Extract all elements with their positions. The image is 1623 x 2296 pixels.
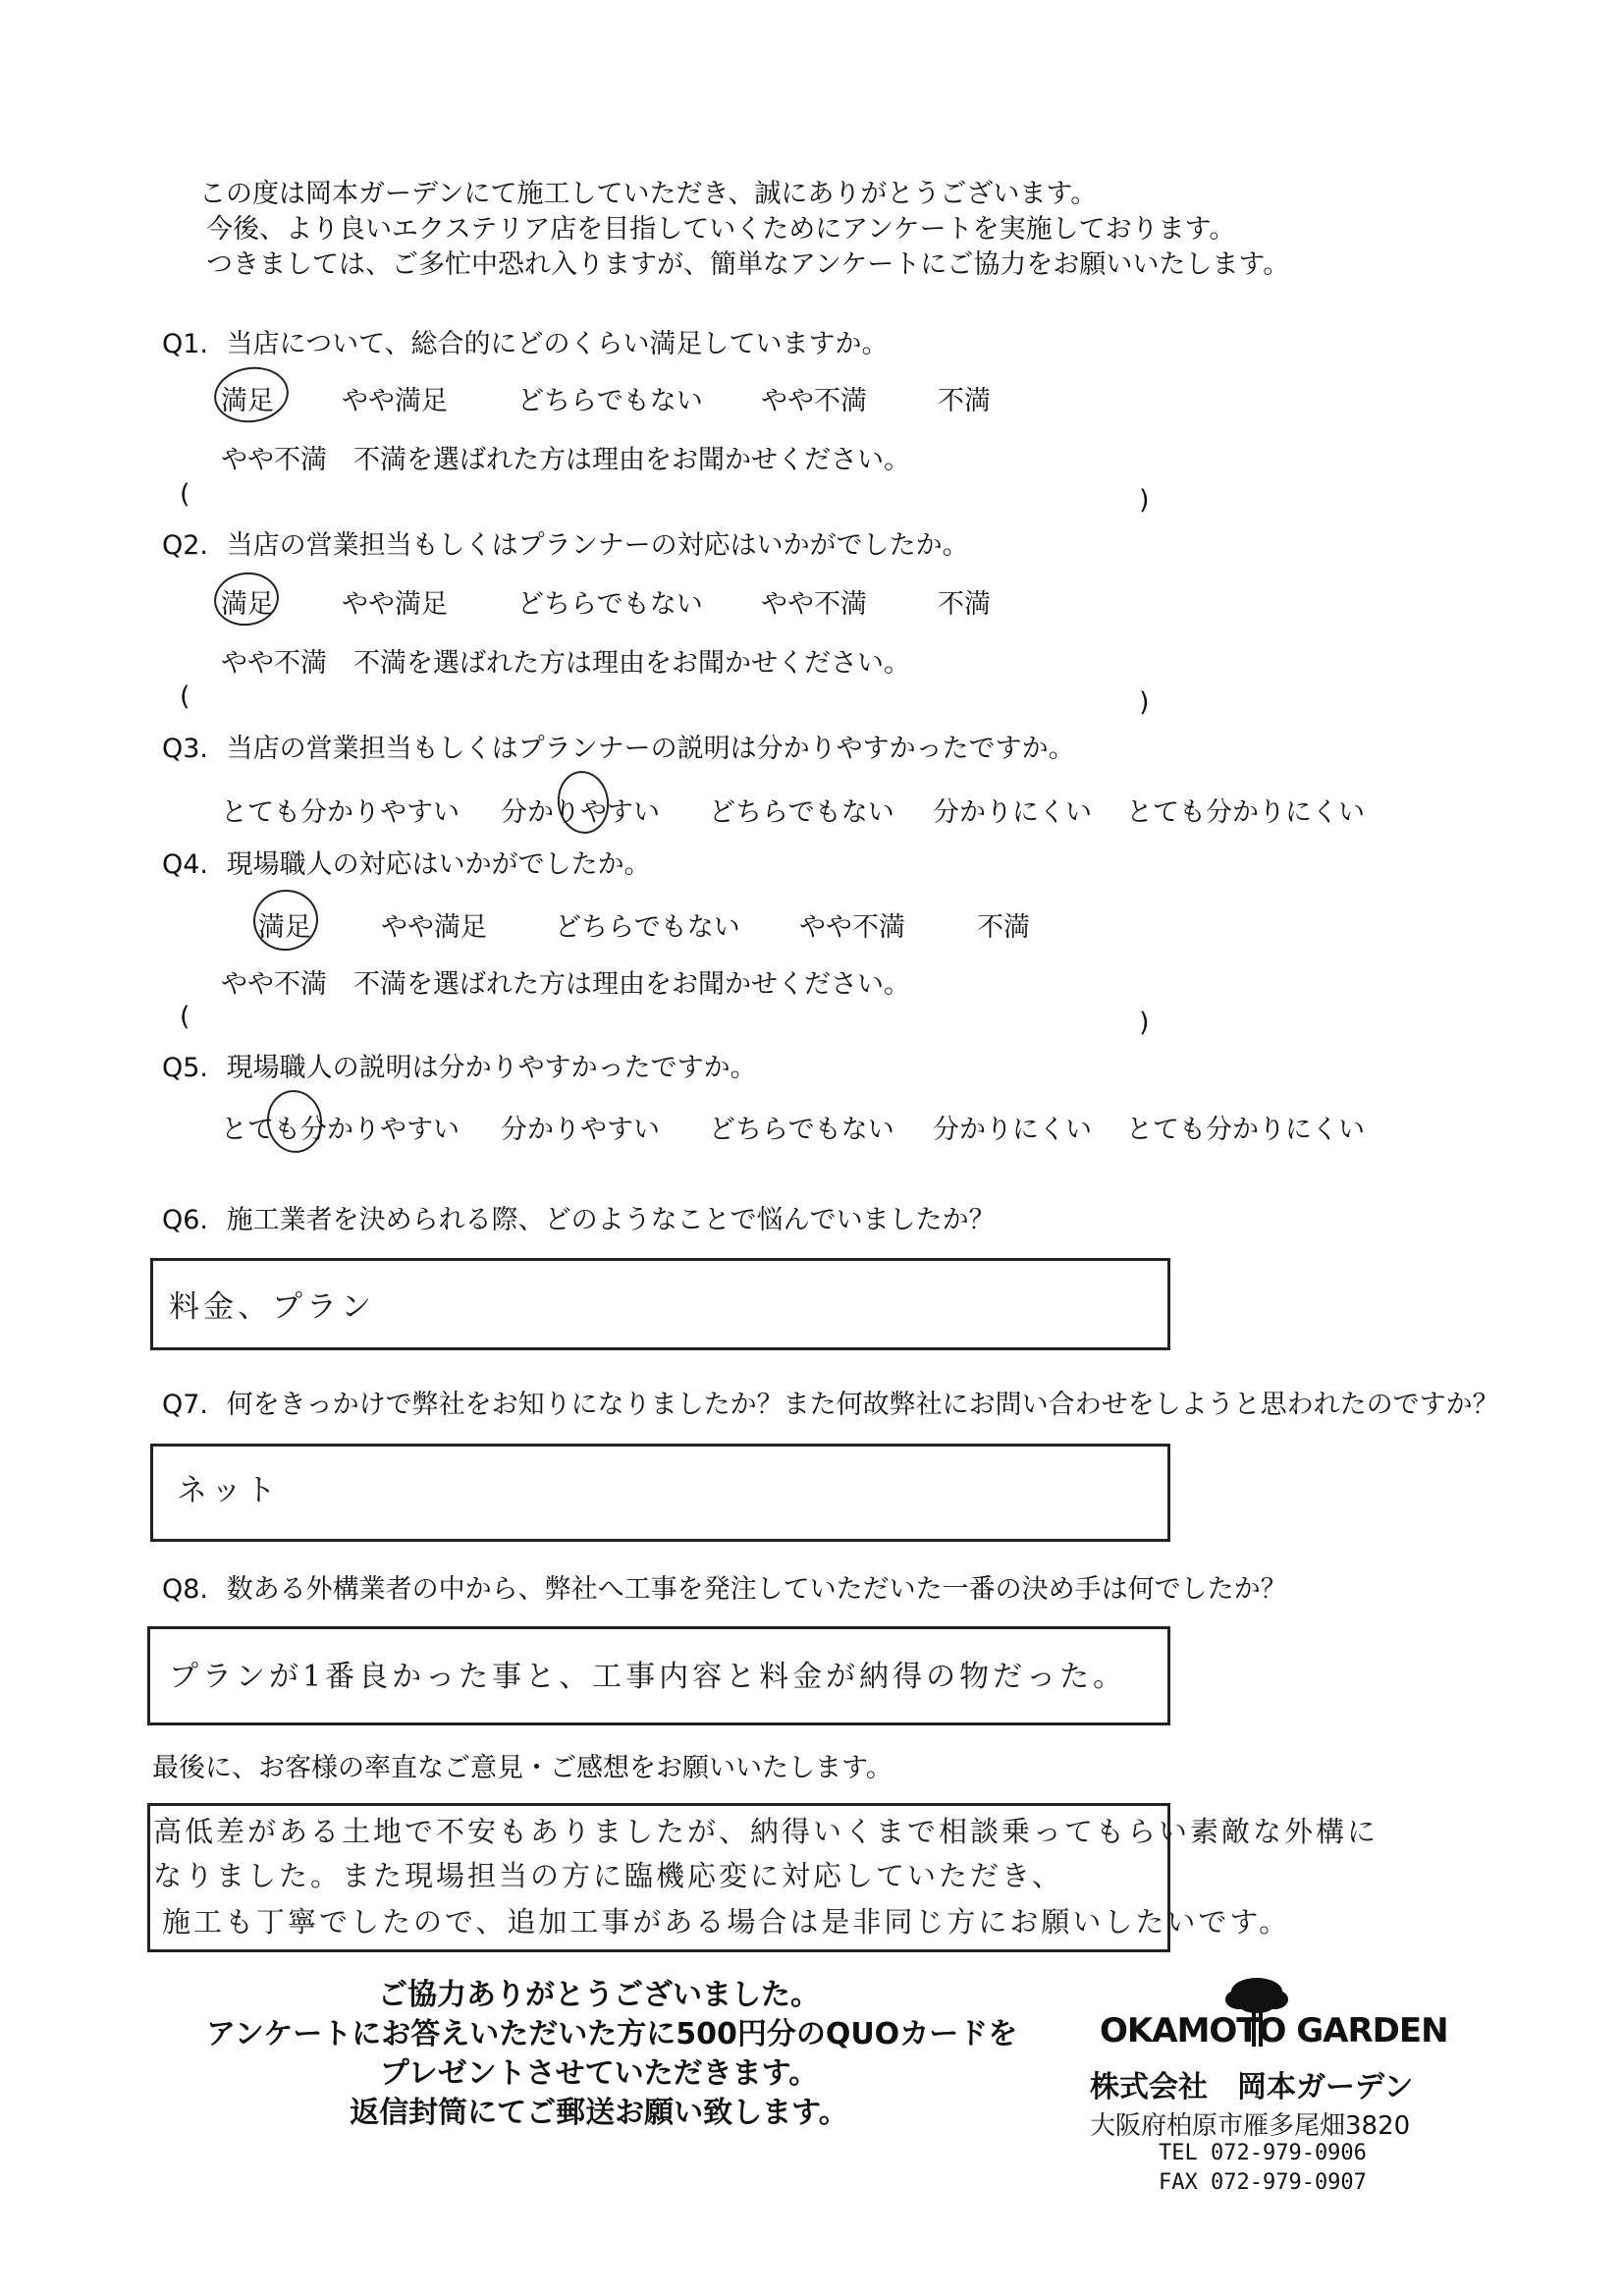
q1-option-5[interactable]: 不満 — [938, 386, 991, 416]
q2-option-4[interactable]: やや不満 — [761, 589, 867, 620]
q3-question — [162, 727, 1075, 765]
q4-option-3[interactable]: どちらでもない — [555, 912, 740, 943]
q6-label: Q6. — [162, 1205, 209, 1235]
logo-text: OKAMOTO GARDEN — [1100, 2011, 1448, 2050]
q3-option-1[interactable]: とても分かりやすい — [221, 797, 460, 828]
q8-question — [162, 1567, 1287, 1606]
q2-option-2[interactable]: やや満足 — [342, 589, 448, 620]
q1-option-1[interactable]: 満足 — [221, 386, 274, 416]
q1-selected-mark — [210, 362, 292, 427]
q4-option-2[interactable]: やや満足 — [381, 912, 487, 943]
q4-question — [162, 843, 651, 881]
q4-label: Q4. — [162, 849, 209, 880]
company-name: 株式会社 岡本ガーデン — [1090, 2070, 1414, 2105]
q7-text: 何をきっかけで弊社をお知りになりましたか？また何故弊社にお問い合わせをしようと思われたのですか？ — [226, 1390, 1499, 1420]
footer-thanks-line-3: プレゼントさせていただきます。 — [379, 2056, 819, 2091]
final-answer-line-3: 施工も丁寧でしたので、追加工事がある場合は是非同じ方にお願いしたいです。 — [162, 1905, 1291, 1939]
q3-label: Q3. — [162, 734, 209, 764]
q6-question — [162, 1198, 996, 1236]
q2-question — [162, 523, 969, 562]
q5-text: 現場職人の説明は分かりやすかったですか。 — [226, 1053, 757, 1083]
q8-label: Q8. — [162, 1574, 209, 1605]
q2-paren-open: ( — [180, 682, 190, 712]
q3-option-2[interactable]: 分かりやすい — [501, 797, 660, 828]
final-answer-line-1: 高低差がある土地で不安もありましたが、納得いくまで相談乗ってもらい素敵な外構に — [153, 1815, 1380, 1848]
q2-option-1[interactable]: 満足 — [221, 589, 274, 620]
q1-reason-prompt: やや不満 不満を選ばれた方は理由をお聞かせください。 — [221, 445, 910, 475]
q5-option-1[interactable]: とても分かりやすい — [221, 1115, 460, 1145]
q1-option-2[interactable]: やや満足 — [342, 386, 448, 416]
footer-thanks-line-4: 返信封筒にてご郵送お願い致します。 — [350, 2096, 848, 2130]
q5-option-2[interactable]: 分かりやすい — [501, 1115, 660, 1145]
q3-option-5[interactable]: とても分かりにくい — [1126, 797, 1365, 828]
final-question: 最後に、お客様の率直なご意見・ご感想をお願いいたします。 — [152, 1753, 893, 1783]
q5-option-5[interactable]: とても分かりにくい — [1126, 1115, 1365, 1145]
q4-option-5[interactable]: 不満 — [977, 912, 1030, 943]
q1-paren-close: ) — [1139, 485, 1150, 516]
q1-text: 当店について、総合的にどのくらい満足していますか。 — [226, 329, 889, 359]
final-answer-line-2: なりました。また現場担当の方に臨機応変に対応していただき、 — [153, 1859, 1063, 1892]
intro-line-3: つきましては、ご多忙中恐れ入りますが、簡単なアンケートにご協力をお願いいたします。 — [206, 249, 1290, 280]
q4-paren-close: ) — [1139, 1008, 1150, 1038]
q2-option-3[interactable]: どちらでもない — [517, 589, 703, 620]
company-logo — [1100, 1974, 1448, 2052]
q1-option-4[interactable]: やや不満 — [761, 386, 867, 416]
q8-text: 数ある外構業者の中から、弊社へ工事を発注していただいた一番の決め手は何でしたか？ — [226, 1574, 1287, 1605]
company-tel: TEL 072-979-0906 — [1159, 2141, 1367, 2165]
intro-line-2: 今後、より良いエクステリア店を目指していくためにアンケートを実施しております。 — [206, 214, 1236, 245]
q5-option-4[interactable]: 分かりにくい — [933, 1115, 1092, 1145]
q6-answer-text: 料金、プラン — [169, 1289, 375, 1325]
q3-option-4[interactable]: 分かりにくい — [933, 797, 1092, 828]
q4-paren-open: ( — [180, 1002, 190, 1032]
q2-text: 当店の営業担当もしくはプランナーの対応はいかがでしたか。 — [226, 530, 969, 561]
q1-option-3[interactable]: どちらでもない — [517, 386, 703, 416]
q7-answer-text: ネット — [177, 1473, 280, 1508]
intro-line-1: この度は岡本ガーデンにて施工していただき、誠にありがとうございます。 — [199, 179, 1098, 209]
q4-option-1[interactable]: 満足 — [258, 912, 311, 943]
q5-label: Q5. — [162, 1053, 209, 1083]
company-fax: FAX 072-979-0907 — [1159, 2170, 1367, 2195]
q1-question — [162, 322, 889, 360]
q1-label: Q1. — [162, 329, 209, 359]
q2-option-5[interactable]: 不満 — [938, 589, 991, 620]
q4-text: 現場職人の対応はいかがでしたか。 — [226, 849, 651, 880]
q4-option-4[interactable]: やや不満 — [799, 912, 905, 943]
footer-thanks-line-1: ご協力ありがとうございました。 — [378, 1978, 820, 2012]
footer-thanks — [206, 1976, 1018, 2133]
q2-paren-close: ) — [1139, 687, 1150, 718]
q6-text: 施工業者を決められる際、どのようなことで悩んでいましたか？ — [226, 1205, 996, 1235]
q7-label: Q7. — [162, 1390, 209, 1420]
company-address: 大阪府柏原市雁多尾畑3820 — [1090, 2111, 1411, 2141]
q5-option-3[interactable]: どちらでもない — [709, 1115, 894, 1145]
q3-text: 当店の営業担当もしくはプランナーの説明は分かりやすかったですか。 — [226, 734, 1075, 764]
footer-thanks-line-2: アンケートにお答えいただいた方に500円分のQUOカードを — [206, 2017, 1018, 2051]
q1-paren-open: ( — [180, 479, 190, 510]
q4-selected-mark — [249, 886, 322, 956]
q4-reason-prompt: やや不満 不満を選ばれた方は理由をお聞かせください。 — [221, 969, 910, 1000]
q3-option-3[interactable]: どちらでもない — [709, 797, 894, 828]
q2-label: Q2. — [162, 530, 209, 561]
q8-answer-text: プランが1番良かった事と、工事内容と料金が納得の物だった。 — [169, 1660, 1127, 1694]
q7-question — [162, 1383, 1499, 1421]
q2-reason-prompt: やや不満 不満を選ばれた方は理由をお聞かせください。 — [221, 648, 910, 679]
q7-answer-box[interactable] — [150, 1444, 1170, 1542]
q5-question — [162, 1046, 757, 1084]
